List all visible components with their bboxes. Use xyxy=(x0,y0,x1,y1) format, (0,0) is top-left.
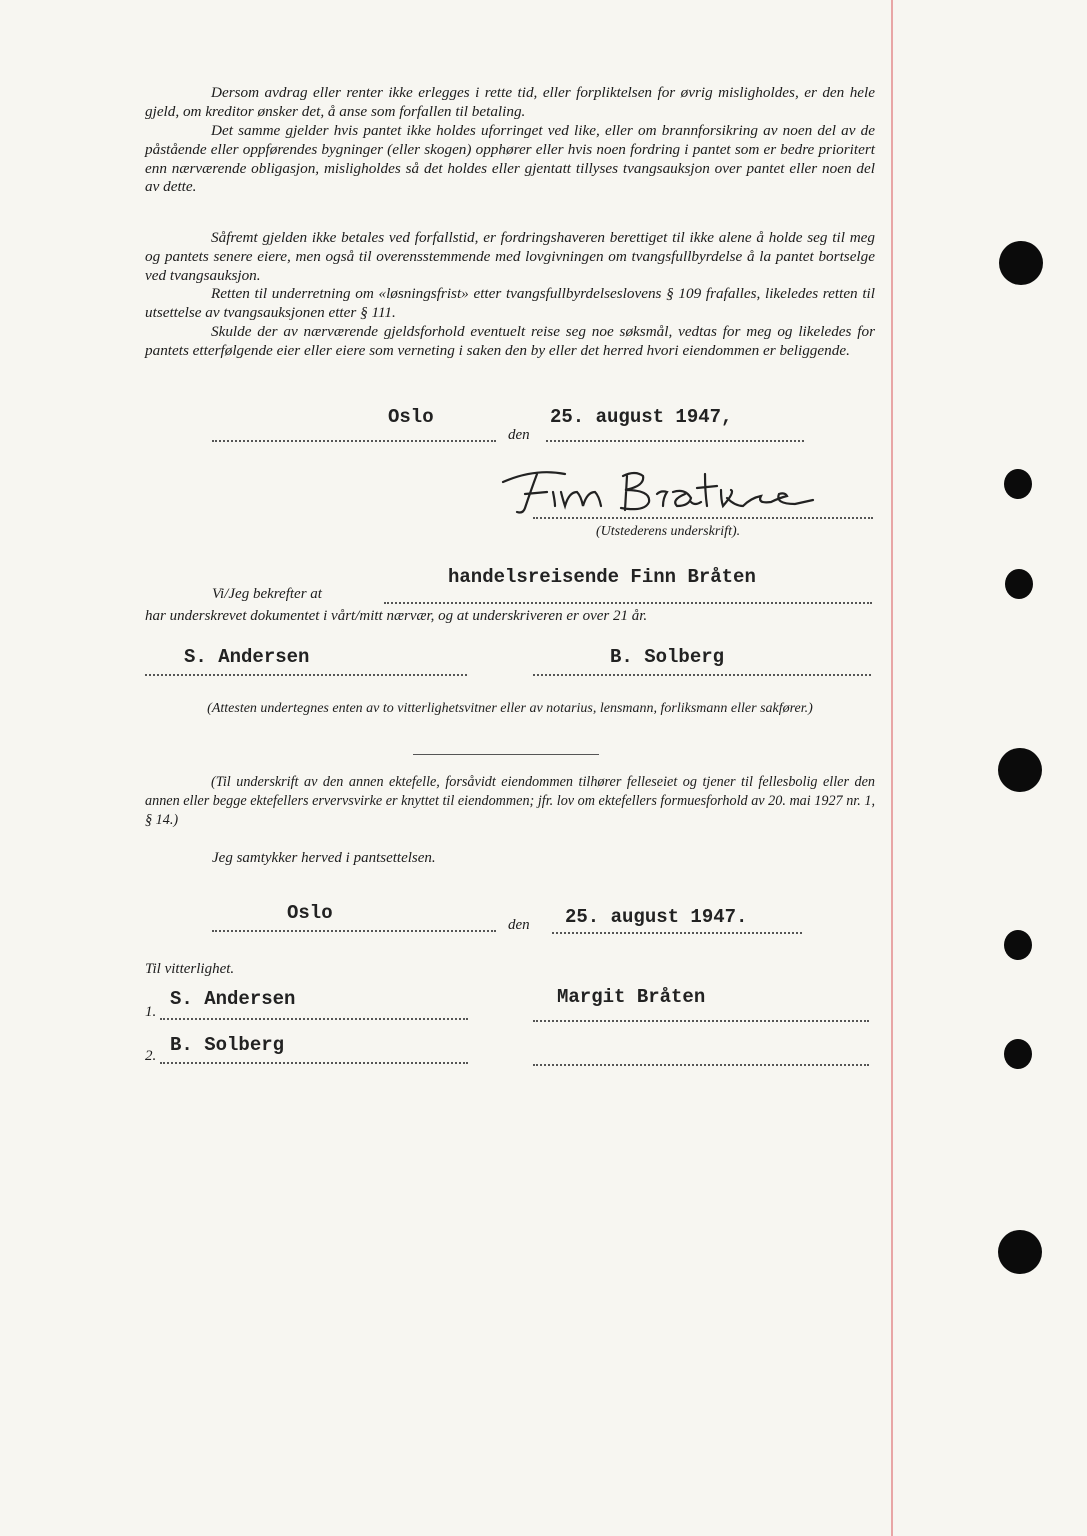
binder-hole-1 xyxy=(999,241,1043,285)
confirmation-statement: har underskrevet dokumentet i vårt/mitt nærvær, og at underskriveren er over 21 år. xyxy=(145,608,648,624)
binder-hole-6 xyxy=(1004,1039,1032,1069)
issuer-signature xyxy=(495,462,835,522)
spouse-note: (Til underskrift av den annen ektefelle, forsåvidt eiendommen tilhører felleseiet og tjener til fellesbolig eller den annen eller begge ektefellers ervervsvirke er knyttet til eiendommen; jfr. lov om ektefellers formuesforhold av 20. mai 1927 nr. 1, § 14.) xyxy=(145,774,875,828)
consent-date-line xyxy=(552,932,802,934)
consent-place-line xyxy=(212,930,496,932)
witness-label: Til vitterlighet. xyxy=(145,961,235,977)
witness-1-line xyxy=(160,1018,468,1020)
terms-paragraph-1: Dersom avdrag eller renter ikke erlegges i rette tid, eller forpliktelsen for øvrig misligholdes, er den hele gjeld, om kreditor ønsker det, å anse som forfallen til betaling. xyxy=(145,84,875,120)
spouse-signature-line xyxy=(533,1020,869,1022)
terms-paragraph-3: Såfremt gjelden ikke betales ved forfallstid, er fordringshaveren berettiget til ikke alene å holde seg til meg og pantets senere eiere, men også til overensstemmende med lovgivningen om tvangsfullbyrdelse å la pantet bortselge ved tvangsauksjon. xyxy=(145,229,875,284)
section-divider xyxy=(413,754,599,755)
confirmation-prefix: Vi/Jeg bekrefter at xyxy=(212,586,322,602)
witness-1-name: S. Andersen xyxy=(170,988,296,1010)
confirmation-dotted-line xyxy=(384,602,872,604)
signature-dotted-line xyxy=(533,517,873,519)
signing-place: Oslo xyxy=(388,406,434,428)
issuer-signature-text: Finn Bråtken xyxy=(495,520,501,521)
binder-hole-3 xyxy=(1005,569,1033,599)
attest-note: (Attesten undertegnes enten av to vitterlighetsvitner eller av notarius, lensmann, forliksmann eller sakfører.) xyxy=(207,701,813,716)
witness-2-line xyxy=(160,1062,468,1064)
witness-2-name: B. Solberg xyxy=(170,1034,285,1056)
signing-date: 25. august 1947, xyxy=(550,406,733,428)
spouse-signature: Margit Bråten xyxy=(557,986,706,1008)
terms-paragraph-5: Skulde der av nærværende gjeldsforhold eventuelt reise seg noe søksmål, vedtas for meg og likeledes for pantets etterfølgende eier eller eiere som verneting i saken den by eller det herred hvori eiendommen er beliggende. xyxy=(145,323,875,359)
binder-hole-5 xyxy=(1004,930,1032,960)
signature-caption: (Utstederens underskrift). xyxy=(596,524,741,539)
attest-witness-2: B. Solberg xyxy=(610,646,725,668)
consent-place: Oslo xyxy=(287,902,333,924)
consent-date: 25. august 1947. xyxy=(565,906,748,928)
attest-witness-1-line xyxy=(145,674,467,676)
witness-number-1: 1. xyxy=(145,1004,157,1020)
witness-number-2: 2. xyxy=(145,1048,157,1064)
attest-witness-2-line xyxy=(533,674,871,676)
margin-line xyxy=(891,0,893,1536)
terms-paragraph-2: Det samme gjelder hvis pantet ikke holdes uforringet ved like, eller om brannforsikring av noen del av de påstående eller oppførendes bygninger (eller skogen) opphører eller hvis noen fordring i pantet som er bedre prioritert enn nærværende obligasjon, misligholdes så det holdes eller gjentatt tillyses tvangsauksjon over pantet eller noen del av dette. xyxy=(145,122,875,196)
binder-hole-2 xyxy=(1004,469,1032,499)
binder-hole-4 xyxy=(998,748,1042,792)
terms-paragraph-4: Retten til underretning om «løsningsfrist» etter tvangsfullbyrdelseslovens § 109 frafalles, likeledes retten til utsettelse av tvangsauksjonen etter § 111. xyxy=(145,285,875,321)
consent-den-label: den xyxy=(508,917,530,933)
attest-witness-1: S. Andersen xyxy=(184,646,310,668)
den-label: den xyxy=(508,427,530,443)
place-dotted-line xyxy=(212,440,496,442)
consent-text: Jeg samtykker herved i pantsettelsen. xyxy=(212,850,436,866)
date-dotted-line xyxy=(546,440,804,442)
binder-hole-7 xyxy=(998,1230,1042,1274)
second-signature-line xyxy=(533,1064,869,1066)
confirmed-person: handelsreisende Finn Bråten xyxy=(448,566,756,588)
